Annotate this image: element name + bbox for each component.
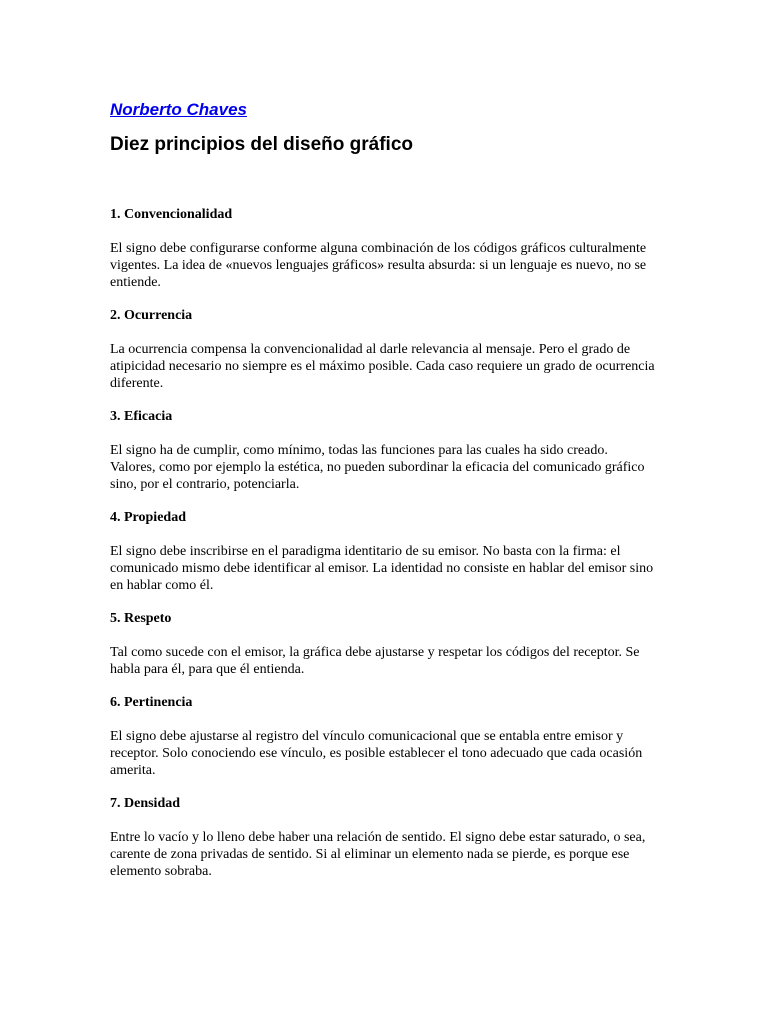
principle-heading: 2. Ocurrencia bbox=[110, 308, 193, 323]
principle-section bbox=[110, 408, 655, 493]
principle-body: El signo debe ajustarse al registro del vínculo comunicacional que se entabla entre emisor y receptor. Solo conociendo ese vínculo, es posible establecer el tono adecuado que cada ocasión amerita. bbox=[110, 729, 643, 778]
principle-heading: 3. Eficacia bbox=[110, 409, 173, 424]
principles-list bbox=[110, 206, 655, 880]
principle-heading: 7. Densidad bbox=[110, 796, 181, 811]
principle-body: Tal como sucede con el emisor, la gráfica debe ajustarse y respetar los códigos del receptor. Se habla para él, para que él entienda. bbox=[110, 645, 640, 677]
principle-body: El signo debe configurarse conforme alguna combinación de los códigos gráficos culturalmente vigentes. La idea de «nuevos lenguajes gráficos» resulta absurda: si un lenguaje es nuevo, no se entiende. bbox=[110, 241, 647, 290]
principle-body: El signo ha de cumplir, como mínimo, todas las funciones para las cuales ha sido creado. Valores, como por ejemplo la estética, no pueden subordinar la eficacia del comunicado gráfico sino, por el contrario, potenciarla. bbox=[110, 443, 645, 492]
document-title: Diez principios del diseño gráfico bbox=[110, 134, 413, 155]
document-page bbox=[110, 98, 655, 896]
principle-body: El signo debe inscribirse en el paradigma identitario de su emisor. No basta con la firma: el comunicado mismo debe identificar al emisor. La identidad no consiste en hablar del emisor sino en hablar como él. bbox=[110, 544, 654, 593]
principle-body: La ocurrencia compensa la convencionalidad al darle relevancia al mensaje. Pero el grado de atipicidad necesario no siempre es el máximo posible. Cada caso requiere un grado de ocurrencia diferente. bbox=[110, 342, 655, 391]
principle-section bbox=[110, 509, 655, 594]
principle-heading: 6. Pertinencia bbox=[110, 695, 193, 710]
principle-section bbox=[110, 795, 655, 880]
principle-heading: 1. Convencionalidad bbox=[110, 207, 233, 222]
principle-heading: 5. Respeto bbox=[110, 611, 172, 626]
principle-section bbox=[110, 307, 655, 392]
principle-heading: 4. Propiedad bbox=[110, 510, 186, 525]
principle-section bbox=[110, 610, 655, 678]
author-link[interactable]: Norberto Chaves bbox=[110, 100, 247, 119]
principle-section bbox=[110, 206, 655, 291]
principle-section bbox=[110, 694, 655, 779]
principle-body: Entre lo vacío y lo lleno debe haber una relación de sentido. El signo debe estar saturado, o sea, carente de zona privadas de sentido. Si al eliminar un elemento nada se pierde, es porque ese elemento sobraba. bbox=[110, 830, 646, 879]
